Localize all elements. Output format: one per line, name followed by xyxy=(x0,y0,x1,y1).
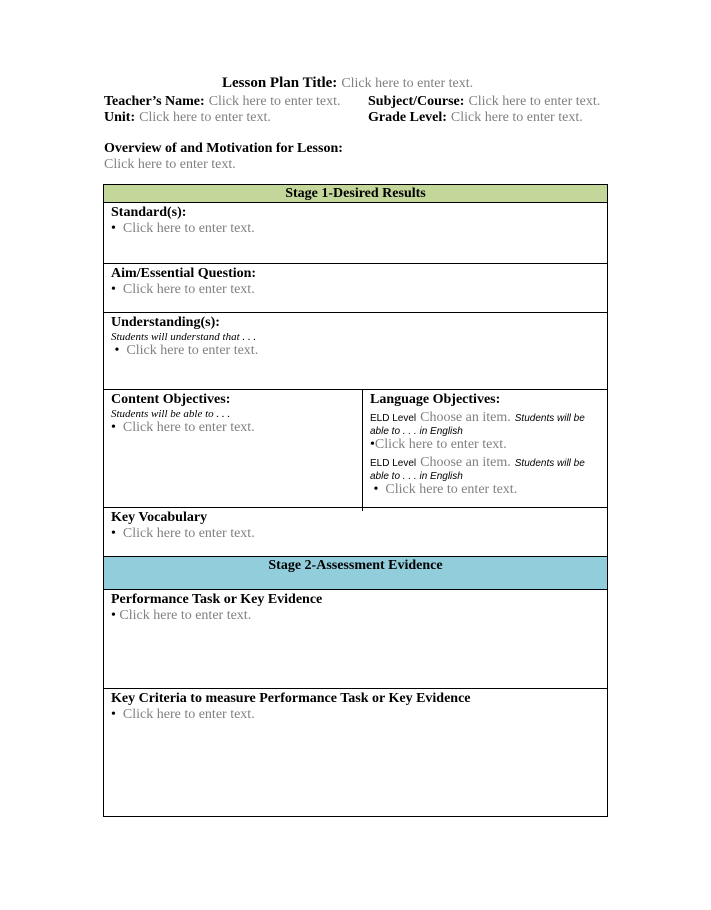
performance-cell xyxy=(104,590,607,689)
standards-field[interactable]: Click here to enter text. xyxy=(122,221,255,236)
stage2-header: Stage 2-Assessment Evidence xyxy=(104,557,607,590)
lang-hint: able to . . . in English xyxy=(370,426,463,437)
bullet-icon: • xyxy=(373,482,379,497)
aim-label: Aim/Essential Question: xyxy=(111,266,257,281)
eld-label: ELD Level xyxy=(370,458,417,469)
bullet-icon: • xyxy=(370,437,375,452)
lang-hint: Students will be xyxy=(514,413,585,424)
understanding-hint: Students will understand that . . . xyxy=(111,331,257,343)
vocabulary-label: Key Vocabulary xyxy=(111,510,208,525)
aim-cell xyxy=(104,264,607,313)
standards-label: Standard(s): xyxy=(111,205,187,220)
overview-field[interactable]: Click here to enter text. xyxy=(104,157,236,172)
criteria-label: Key Criteria to measure Performance Task or Key Evidence xyxy=(111,691,471,706)
content-hint: Students will be able to . . . xyxy=(111,408,231,420)
vocabulary-field[interactable]: Click here to enter text. xyxy=(122,526,255,541)
lesson-plan-table xyxy=(103,184,608,817)
grade-field[interactable]: Click here to enter text. xyxy=(450,110,583,125)
stage1-header: Stage 1-Desired Results xyxy=(104,185,607,203)
performance-label: Performance Task or Key Evidence xyxy=(111,592,323,607)
subject-label: Subject/Course: xyxy=(368,94,465,109)
criteria-field[interactable]: Click here to enter text. xyxy=(122,707,255,722)
vocabulary-cell xyxy=(104,508,607,557)
eld-level-dropdown-1[interactable]: Choose an item. xyxy=(420,410,511,425)
criteria-cell xyxy=(104,689,607,816)
eld-label: ELD Level xyxy=(370,413,417,424)
bullet-icon: • xyxy=(111,608,116,623)
lesson-title-field[interactable]: Click here to enter text. xyxy=(341,76,474,91)
bullet-icon: • xyxy=(111,707,116,722)
understanding-label: Understanding(s): xyxy=(111,315,220,330)
lang-hint: Students will be xyxy=(514,458,585,469)
aim-field[interactable]: Click here to enter text. xyxy=(122,282,255,297)
eld-level-dropdown-2[interactable]: Choose an item. xyxy=(420,455,511,470)
grade-label: Grade Level: xyxy=(368,110,447,125)
standards-cell xyxy=(104,203,607,264)
bullet-icon: • xyxy=(114,343,120,358)
unit-label: Unit: xyxy=(104,110,136,125)
unit-field[interactable]: Click here to enter text. xyxy=(139,110,271,125)
content-objectives-cell xyxy=(104,390,363,511)
bullet-icon: • xyxy=(111,282,116,297)
understanding-cell xyxy=(104,313,607,390)
teacher-label: Teacher’s Name: xyxy=(104,94,205,109)
understanding-field[interactable]: Click here to enter text. xyxy=(126,343,259,358)
bullet-icon: • xyxy=(111,221,116,236)
subject-field[interactable]: Click here to enter text. xyxy=(468,94,601,109)
language-objective-field-2[interactable]: Click here to enter text. xyxy=(385,482,518,497)
teacher-field[interactable]: Click here to enter text. xyxy=(208,94,341,109)
bullet-icon: • xyxy=(111,420,116,435)
language-objectives-cell xyxy=(363,390,607,500)
language-objectives-label: Language Objectives: xyxy=(370,392,501,407)
performance-field[interactable]: Click here to enter text. xyxy=(119,608,252,623)
objectives-row xyxy=(104,390,607,508)
lang-hint: able to . . . in English xyxy=(370,471,463,482)
lesson-title-label: Lesson Plan Title: xyxy=(222,75,338,91)
overview-label: Overview of and Motivation for Lesson: xyxy=(104,141,343,156)
content-objectives-label: Content Objectives: xyxy=(111,392,231,407)
bullet-icon: • xyxy=(111,526,116,541)
content-objectives-field[interactable]: Click here to enter text. xyxy=(122,420,255,435)
language-objective-field-1[interactable]: Click here to enter text. xyxy=(374,437,507,452)
lesson-title-line xyxy=(222,74,473,92)
